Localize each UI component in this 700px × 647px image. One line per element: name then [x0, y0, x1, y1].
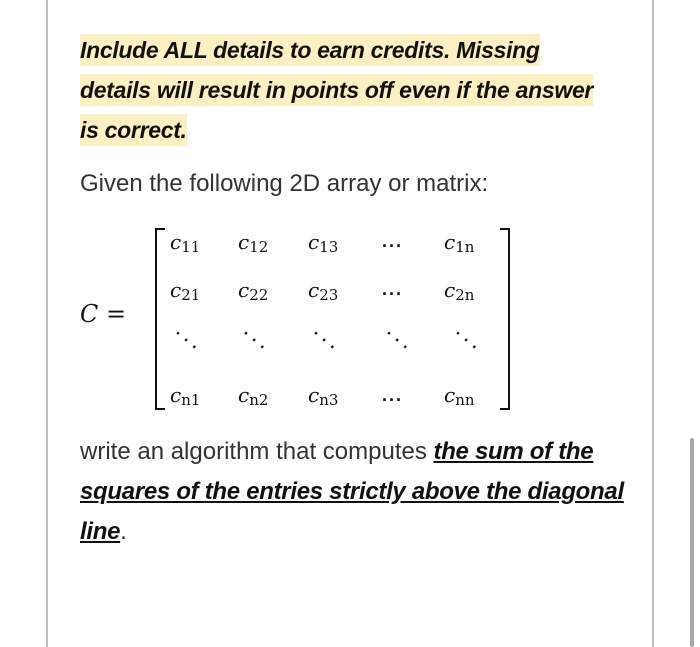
note-line: is correct.: [80, 114, 187, 146]
hdots: ···: [382, 390, 403, 410]
matrix-entry: $c_{21}$: [170, 278, 201, 304]
matrix-label: C =: [80, 300, 127, 328]
matrix-entry: $c_{13}$: [308, 230, 339, 256]
question-intro: Given the following 2D array or matrix:: [80, 170, 489, 197]
note-line: details will result in points off even if the answer: [80, 74, 593, 106]
ddots: · · ·: [234, 319, 274, 358]
question-prefix: write an algorithm that computes: [80, 438, 434, 465]
left-border: [46, 0, 48, 647]
matrix-entry: $c_{n2}$: [238, 383, 269, 409]
matrix-entry: $c_{22}$: [238, 278, 269, 304]
matrix-entry: $c_{2n}$: [444, 278, 475, 304]
hdots: ···: [382, 284, 403, 304]
question-text: [80, 432, 640, 552]
ddots: · · ·: [304, 319, 344, 358]
matrix-entry: $c_{1n}$: [444, 230, 475, 256]
ddots: · · ·: [377, 319, 417, 358]
matrix-entry: $c_{n1}$: [170, 383, 201, 409]
left-bracket: [155, 228, 165, 410]
ddots: · · ·: [446, 319, 486, 358]
note-line: Include ALL details to earn credits. Missing: [80, 34, 540, 66]
right-bracket: [500, 228, 510, 410]
question-suffix: .: [120, 518, 127, 545]
right-border: [652, 0, 654, 647]
hdots: ···: [382, 236, 403, 256]
instructions-note: [80, 30, 640, 150]
matrix-entry: $c_{n3}$: [308, 383, 339, 409]
matrix-entry: $c_{12}$: [238, 230, 269, 256]
scrollbar[interactable]: [690, 438, 694, 647]
matrix-entry: $c_{23}$: [308, 278, 339, 304]
matrix-entry: $c_{11}$: [170, 230, 201, 256]
ddots: · · ·: [166, 319, 206, 358]
question-emphasis: the sum of the squares of the entries strictly above the diagonal line: [80, 438, 624, 545]
matrix-entry: $c_{nn}$: [444, 383, 475, 409]
